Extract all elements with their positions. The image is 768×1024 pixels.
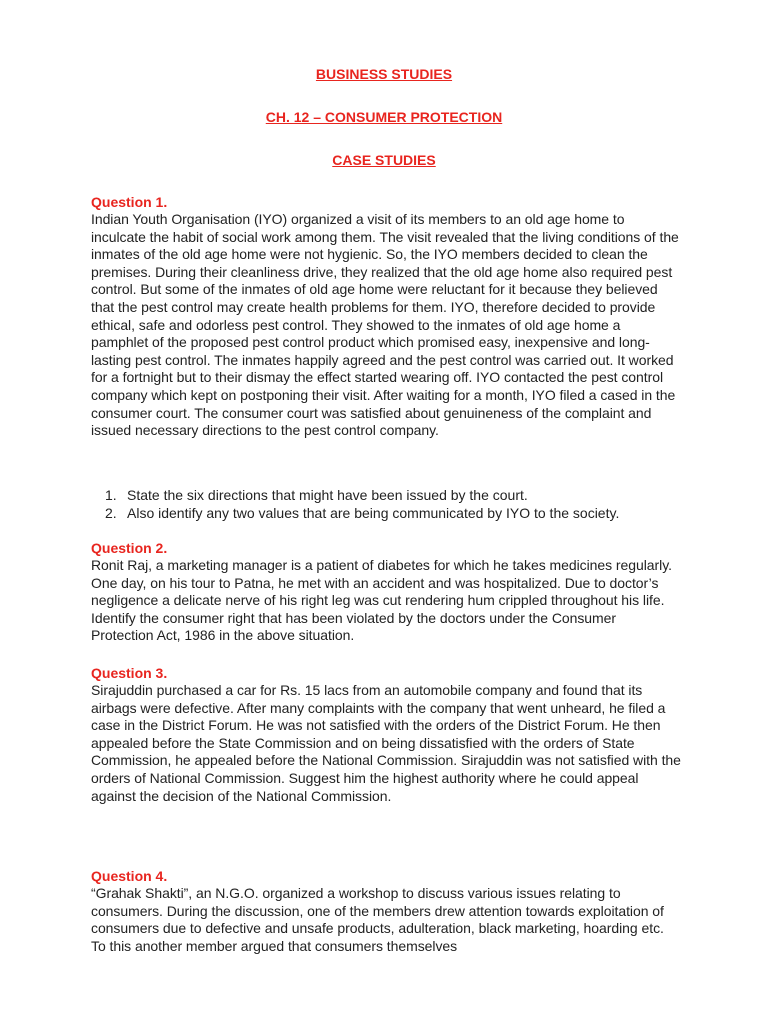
list-item-number: 1. (105, 487, 117, 503)
list-item-text: Also identify any two values that are being communicated by IYO to the society. (127, 505, 620, 521)
question-4-title: Question 4. (91, 868, 168, 884)
question-3-title: Question 3. (91, 665, 168, 681)
question-1-text: Indian Youth Organisation (IYO) organized a visit of its members to an old age home to inculcate the habit of social work among them. The visit revealed that the living conditions of the inmates of the old age home were not hygienic. So, the IYO members decided to clean the premises. During their cleanliness drive, they realized that the old age home also required pest control. But some of the inmates of old age home were reluctant for it because they believed that the pest control may create health problems for them. IYO, therefore decided to provide ethical, safe and odorless pest control. They showed to the inmates of old age home a pamphlet of the proposed pest control product which promised easy, inexpensive and long-lasting pest control. The inmates happily agreed and the pest control was carried out. It worked for a fortnight but to their dismay the effect started wearing off. IYO contacted the pest control company which kept on postponing their visit. After waiting for a month, IYO filed a cased in the consumer court. The consumer court was satisfied about genuineness of the complaint and issued necessary directions to the pest control company. (91, 211, 679, 439)
subject-heading: BUSINESS STUDIES (315, 66, 453, 82)
list-item (91, 486, 681, 504)
question-2-title: Question 2. (91, 540, 168, 556)
question-1-list (91, 486, 681, 522)
list-item-text: State the six directions that might have been issued by the court. (127, 487, 528, 503)
question-3-text: Sirajuddin purchased a car for Rs. 15 lacs from an automobile company and found that its airbags were defective. After many complaints with the company that went unheard, he filed a case in the District Forum. He was not satisfied with the orders of the District Forum. He then appealed before the State Commission and on being dissatisfied with the orders of State Commission, he appealed before the National Commission. Sirajuddin was not satisfied with the orders of National Commission. Suggest him the highest authority where he could appeal against the decision of the National Commission. (91, 682, 681, 804)
question-4-text: “Grahak Shakti”, an N.G.O. organized a workshop to discuss various issues relating to consumers. During the discussion, one of the members drew attention towards exploitation of consumers due to defective and unsafe products, adulteration, black marketing, hoarding etc. To this another member argued that consumers themselves (91, 885, 664, 954)
question-2-text: Ronit Raj, a marketing manager is a patient of diabetes for which he takes medicines regularly. One day, on his tour to Patna, he met with an accident and was hospitalized. Due to doctor’s negligence a delicate nerve of his right leg was cut rendering hum crippled throughout his life. Identify the consumer right that has been violated by the doctors under the Consumer Protection Act, 1986 in the above situation. (91, 557, 672, 644)
list-item (91, 504, 681, 522)
question-1-title: Question 1. (91, 194, 168, 210)
section-heading: CASE STUDIES (332, 152, 436, 168)
list-item-number: 2. (105, 505, 117, 521)
chapter-heading: CH. 12 – CONSUMER PROTECTION (265, 109, 503, 125)
